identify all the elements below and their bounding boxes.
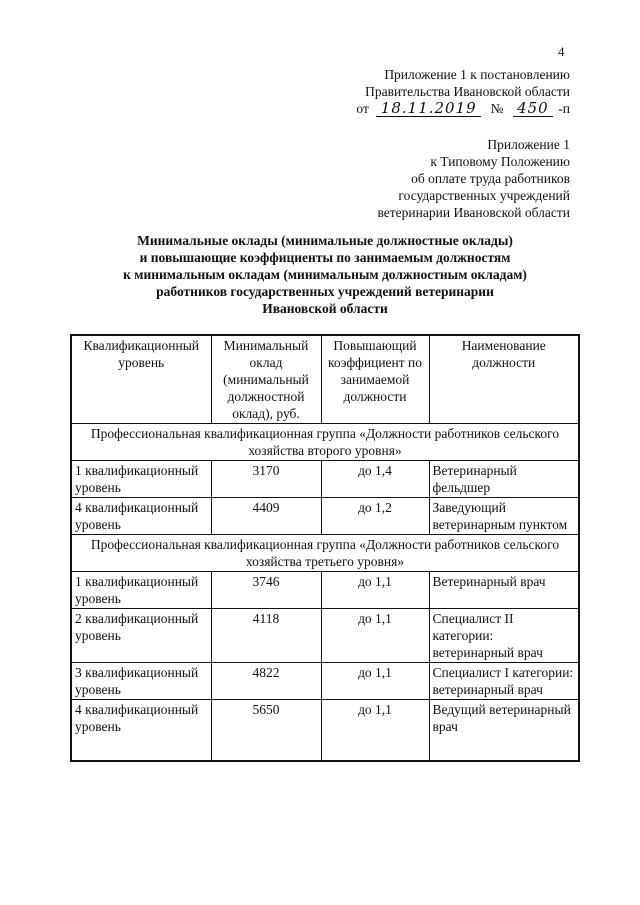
appendix-resolution-block <box>318 66 570 117</box>
cell-ratio: до 1,1 <box>321 663 429 700</box>
salary-table <box>70 334 580 762</box>
title-line: Минимальные оклады (минимальные должностные оклады) <box>137 233 513 248</box>
cell-level: 1 квалификационный уровень <box>71 572 211 609</box>
header-ratio: Повышающий коэффициент по занимаемой должности <box>321 335 429 424</box>
cell-position: Заведующий ветеринарным пунктом <box>429 498 579 535</box>
cell-salary: 4409 <box>211 498 321 535</box>
cell-level: 2 квалификационный уровень <box>71 609 211 663</box>
cell-salary: 4822 <box>211 663 321 700</box>
appendix-regulation-line: об оплате труда работников <box>411 171 570 186</box>
resolution-date-number-row <box>318 100 570 117</box>
title-line: к минимальным окладам (минимальным должностным окладам) <box>123 267 527 282</box>
title-line: Ивановской области <box>262 301 388 316</box>
appendix-regulation-line: к Типовому Положению <box>430 154 570 169</box>
cell-salary: 5650 <box>211 700 321 762</box>
group-header-row <box>71 535 579 572</box>
appendix-regulation-block <box>300 136 570 221</box>
handwritten-number: 450 <box>513 101 553 117</box>
appendix-regulation-line: государственных учреждений <box>398 188 570 203</box>
cell-level: 3 квалификационный уровень <box>71 663 211 700</box>
date-prefix: от <box>356 101 369 116</box>
group-title: Профессиональная квалификационная группа «Должности работников сельского хозяйства второго уровня» <box>71 424 579 461</box>
header-min-salary: Минимальный оклад (минимальный должностной оклад), руб. <box>211 335 321 424</box>
cell-position: Специалист II категории: ветеринарный врач <box>429 609 579 663</box>
title-line: работников государственных учреждений ветеринарии <box>156 284 494 299</box>
appendix-resolution-line-1: Приложение 1 к постановлению <box>384 67 570 82</box>
table-row <box>71 461 579 498</box>
header-position-name: Наименование должности <box>429 335 579 424</box>
cell-position: Ведущий ветеринарный врач <box>429 700 579 762</box>
cell-ratio: до 1,4 <box>321 461 429 498</box>
handwritten-date: 18.11.2019 <box>376 101 481 117</box>
cell-salary: 4118 <box>211 609 321 663</box>
title-line: и повышающие коэффициенты по занимаемым должностям <box>139 250 511 265</box>
document-title <box>68 232 582 317</box>
table-row <box>71 609 579 663</box>
page-number: 4 <box>558 44 565 59</box>
table-row <box>71 700 579 762</box>
group-title: Профессиональная квалификационная группа «Должности работников сельского хозяйства третьего уровня» <box>71 535 579 572</box>
cell-position: Ветеринарный фельдшер <box>429 461 579 498</box>
table-row <box>71 663 579 700</box>
group-header-row <box>71 424 579 461</box>
cell-ratio: до 1,1 <box>321 609 429 663</box>
appendix-regulation-line: ветеринарии Ивановской области <box>377 205 570 220</box>
appendix-resolution-line-2: Правительства Ивановской области <box>365 84 570 99</box>
cell-salary: 3746 <box>211 572 321 609</box>
number-suffix: -п <box>558 101 570 116</box>
table-row <box>71 498 579 535</box>
table-header-row <box>71 335 579 424</box>
cell-ratio: до 1,1 <box>321 572 429 609</box>
cell-level: 4 квалификационный уровень <box>71 700 211 762</box>
cell-position: Ветеринарный врач <box>429 572 579 609</box>
header-qualification-level: Квалификационный уровень <box>71 335 211 424</box>
appendix-regulation-line: Приложение 1 <box>487 137 570 152</box>
number-prefix: № <box>490 101 504 116</box>
cell-ratio: до 1,1 <box>321 700 429 762</box>
cell-salary: 3170 <box>211 461 321 498</box>
cell-level: 1 квалификационный уровень <box>71 461 211 498</box>
cell-level: 4 квалификационный уровень <box>71 498 211 535</box>
cell-position: Специалист I категории: ветеринарный врач <box>429 663 579 700</box>
cell-ratio: до 1,2 <box>321 498 429 535</box>
table-row <box>71 572 579 609</box>
